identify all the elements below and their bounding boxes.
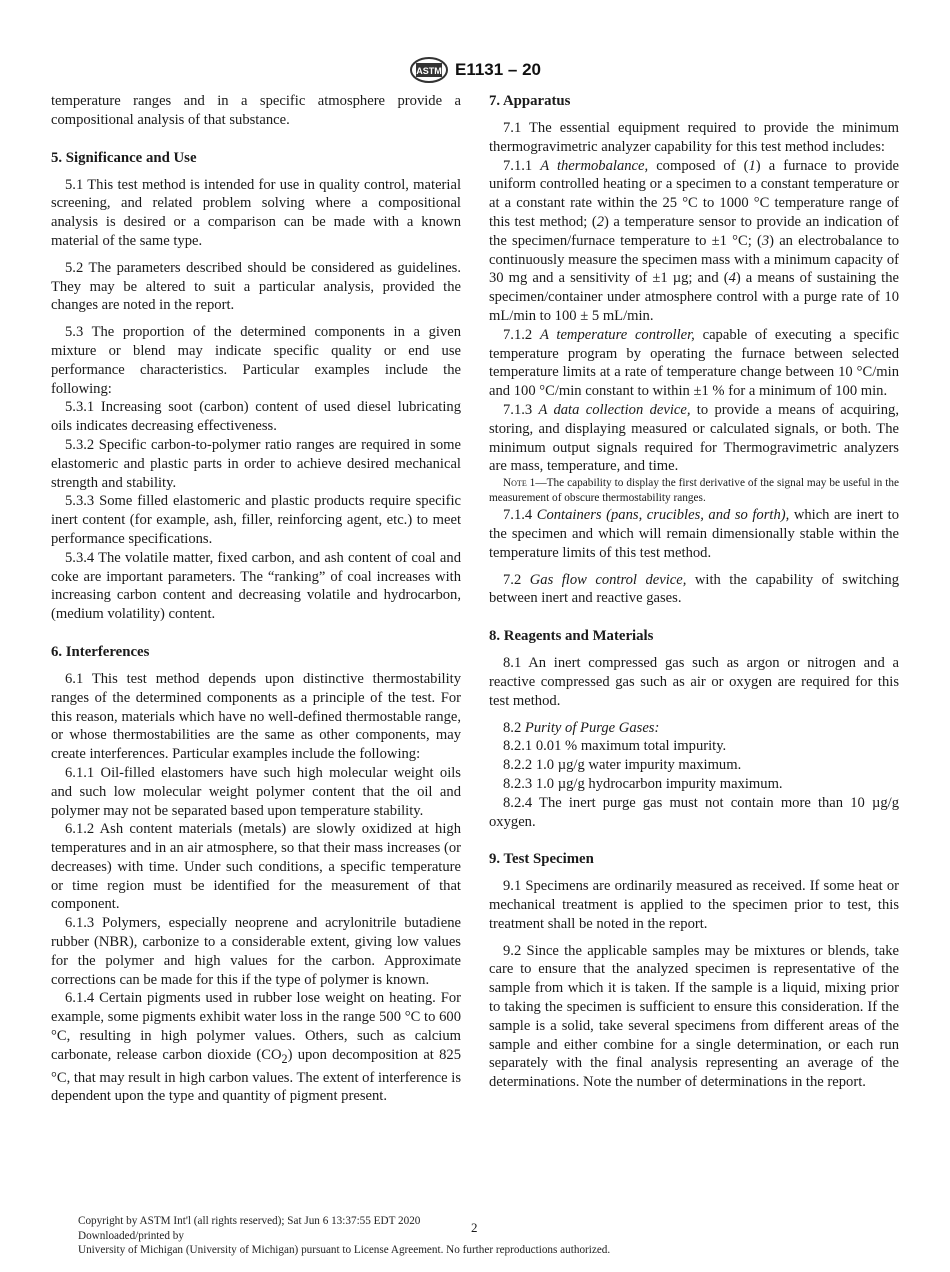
left-column — [51, 92, 461, 1106]
page-header — [0, 56, 950, 84]
page-number: 2 — [471, 1220, 478, 1235]
section-7-heading: 7. Apparatus — [489, 93, 571, 109]
paragraph-5-3: 5.3 The proportion of the determined components in a given mixture or blend may indicate specific quality or end use performance characteristics. Particular examples include the following: — [51, 324, 461, 397]
section-8-heading: 8. Reagents and Materials — [489, 628, 654, 645]
section-9-heading: 9. Test Specimen — [489, 851, 594, 868]
paragraph-5-3-3: 5.3.3 Some filled elastomeric and plastic products require specific inert content (for example, ash, filler, reinforcing agent, etc.) to meet performance specifications. — [51, 493, 461, 547]
paragraph-8-2-2: 8.2.2 1.0 µg/g water impurity maximum. — [503, 757, 742, 774]
intro-continued-text: temperature ranges and in a specific atmosphere provide a compositional analysis of that substance. — [51, 93, 461, 128]
right-column — [489, 92, 899, 1092]
paragraph-7-1-1: 7.1.1 A thermobalance, composed of (1) a furnace to provide uniform controlled heating or a specimen to a constant temperature or at a constant rate within the 25 °C to 1000 °C temperature range of this test method; (2) a temperature sensor to provide an indication of the specimen/furnace temperature to ±1 °C; (3) an electrobalance to continuously measure the specimen mass with a minimum capacity of 30 mg and a sensitivity of ±1 µg; and (4) a means of sustaining the specimen/container under atmosphere control with a purge rate of 10 mL/min to 100 ± 5 mL/min. — [489, 157, 900, 324]
footer-downloaded-line: Downloaded/printed by — [78, 1229, 184, 1242]
copyright-footer — [78, 1214, 898, 1258]
astm-logo — [409, 57, 449, 83]
paragraph-7-2: 7.2 Gas flow control device, with the capability of switching between inert and reactive gases. — [489, 571, 899, 607]
paragraph-7-1-4: 7.1.4 Containers (pans, crucibles, and so forth), which are inert to the specimen and which will remain dimensionally stable within the temperature limits of this test method. — [489, 507, 899, 561]
section-5-heading: 5. Significance and Use — [51, 149, 197, 166]
paragraph-6-1: 6.1 This test method depends upon distinctive thermostability ranges of the determined components as a principle of the test. For this reason, materials which have no well-defined thermostable range, or whose thermostabilities are the same as other components, may create interferences. Particular examples include the following: — [51, 670, 461, 763]
standard-designation: E1131 – 20 — [454, 60, 542, 79]
note-1: Note 1—The capability to display the first derivative of the signal may be useful in the measurement of obscure thermostability ranges. — [489, 477, 900, 505]
paragraph-7-1-3: 7.1.3 A data collection device, to provide a means of acquiring, storing, and displaying measured or calculated signals, or both. The minimum output signals required for Thermogravimetric analyzers are mass, temperature, and time. — [489, 401, 899, 475]
svg-text:ASTM: ASTM — [416, 66, 442, 76]
paragraph-6-1-2: 6.1.2 Ash content materials (metals) are slowly oxidized at high temperatures and in an air atmosphere, so that their mass increases (or decreases) with time. Under such conditions, a specific temperature or time region must be identified for the measurement of that component. — [51, 821, 461, 913]
paragraph-8-2-1: 8.2.1 0.01 % maximum total impurity. — [503, 738, 727, 755]
paragraph-9-2: 9.2 Since the applicable samples may be mixtures or blends, take care to ensure that the analyzed specimen is representative of the sample from which it is taken. If the sample is a liquid, mixing prior to taking the specimen is sufficient to ensure this consideration. If the sample is a solid, take several specimens from different areas of the sample and either combine for a single determination, or each run separately with the final analysis representing an average of the determinations. Note the number of determinations in the report. — [489, 942, 899, 1091]
paragraph-8-2-4: 8.2.4 The inert purge gas must not contain more than 10 µg/g oxygen. — [489, 794, 899, 830]
paragraph-9-1: 9.1 Specimens are ordinarily measured as received. If some heat or mechanical treatment is applied to the specimen prior to test, this treatment shall be noted in the report. — [489, 878, 899, 932]
paragraph-6-1-4: 6.1.4 Certain pigments used in rubber lose weight on heating. For example, some pigments exhibit water loss in the range 500 °C to 600 °C, resulting in high polymer values. Others, such as calcium carbonate, release carbon dioxide $(CO_2)$ upon decomposition at 825 °C, that may result in high carbon values. The extent of interference is dependent upon the type and quantity of pigment present. — [51, 990, 462, 1105]
section-6-heading: 6. Interferences — [51, 643, 150, 660]
paragraph-5-3-1: 5.3.1 Increasing soot (carbon) content of used diesel lubricating oils indicates decreasing effectiveness. — [51, 399, 461, 435]
paragraph-6-1-3: 6.1.3 Polymers, especially neoprene and acrylonitrile butadiene rubber (NBR), carbonize to a considerable extent, giving low values for the polymer and high values for the carbon. Approximate corrections can be made for this if the type of polymer is known. — [51, 915, 461, 988]
paragraph-7-1: 7.1 The essential equipment required to provide the minimum thermogravimetric analyzer capability for this test method includes: — [489, 120, 899, 155]
paragraph-5-1: 5.1 This test method is intended for use in quality control, material screening, and related problem solving where a compositional analysis is desired or a comparison can be made with a known material of the same type. — [51, 176, 461, 249]
paragraph-6-1-1: 6.1.1 Oil-filled elastomers have such high molecular weight oils and such low molecular weight polymer content that the oil and polymer may not be separated based upon temperature stability. — [51, 764, 461, 819]
paragraph-5-3-2: 5.3.2 Specific carbon-to-polymer ratio ranges are required in some elastomeric and plastic parts in order to achieve desired mechanical strength and stability. — [51, 436, 461, 491]
paragraph-7-1-2: 7.1.2 A temperature controller, capable of executing a specific temperature program by operating the furnace between selected temperature limits at a rate of temperature change between 10 °C/min and 100 °C/min constant to within ±1 % for a minimum of 100 min. — [489, 326, 899, 400]
footer-copyright-line: Copyright by ASTM Int'l (all rights reserved); Sat Jun 6 13:37:55 EDT 2020 — [78, 1215, 421, 1227]
paragraph-8-1: 8.1 An inert compressed gas such as argon or nitrogen and a reactive compressed gas such as air or oxygen are required for this test method. — [489, 655, 899, 709]
paragraph-8-2: 8.2 Purity of Purge Gases: — [503, 719, 660, 736]
footer-license-line: University of Michigan (University of Michigan) pursuant to License Agreement. No further reproductions authorized. — [78, 1244, 611, 1257]
paragraph-5-2: 5.2 The parameters described should be considered as guidelines. They may be altered to suit a particular analysis, provided the changes are noted in the report. — [51, 259, 461, 314]
paragraph-5-3-4: 5.3.4 The volatile matter, fixed carbon, and ash content of coal and coke are important parameters. The “ranking” of coal increases with increasing carbon content and decreasing volatile and hydrocarbon, (medium volatility) content. — [51, 549, 461, 623]
paragraph-8-2-3: 8.2.3 1.0 µg/g hydrocarbon impurity maximum. — [503, 775, 783, 792]
